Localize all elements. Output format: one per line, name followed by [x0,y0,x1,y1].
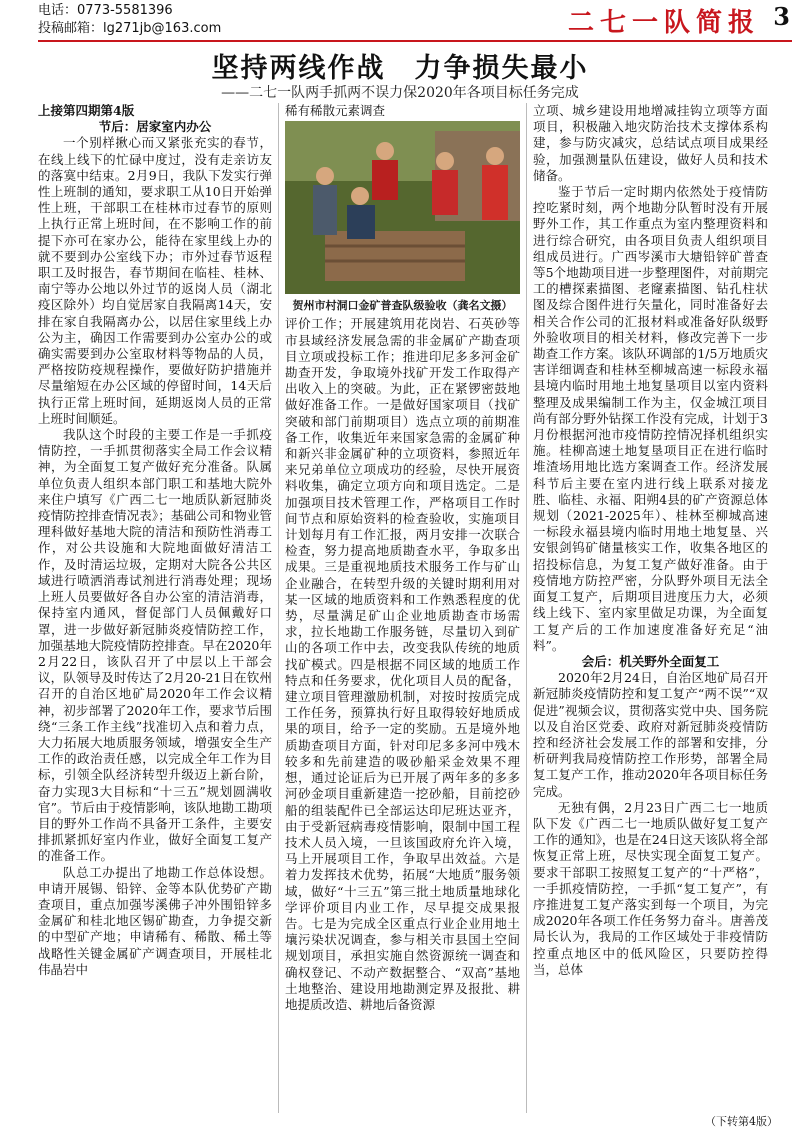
newsletter-brand: 二七一队简报 [567,8,760,38]
paragraph: 队总工办提出了地勘工作总体设想。申请开展锡、铅锌、金等本队优势矿产勘查项目，重点加强岑溪佛子冲外围铅锌多金属矿和桂北地区锡矿勘查，力争提交新的中型矿产地；申请稀有、稀散、稀土等战略性关键金属矿产调查项目，开展桂北伟晶岩中 [38,864,272,977]
photo-caption: 贺州市村洞口金矿普查队级验收（龚名文摄） [292,299,513,313]
headline: 坚持两线作战 力争损失最小 [211,53,589,84]
paragraph: 2020年2月24日，自治区地矿局召开新冠肺炎疫情防控和复工复产“两不误”“双促进”视频会议，贯彻落实党中央、国务院以及自治区党委、政府对新冠肺炎疫情防控和经济社会发展工作的部署和安排，分析研判我局疫情防控工作形势，部署全局复工复产工作，推动2020年各项目标任务完成。 [533,670,768,799]
section-title-resume-work: 会后：机关野外全面复工 [581,653,720,669]
section-title-office: 节后：居家室内办公 [98,119,212,135]
paragraph: 无独有偶，2月23日广西二七一地质队下发《广西二七一地质队做好复工复产工作的通知》，也是在24日这天该队将全部恢复正常上班，尽快实现全面复工复产。要求干部职工按照复工复产的“十严格”，一手抓疫情防控，一手抓“复工复产”，有序推进复工复产落实到每一个项目，为完成2020年各项工作任务努力奋斗。唐善茂局长认为，我局的工作区域处于非疫情防控重点地区中的低风险区，只要防控得当，总体 [533,799,768,977]
column-3 [533,103,768,1115]
paragraph: 我队这个时段的主要工作是一手抓疫情防控，一手抓贯彻落实全局工作会议精神，为全面复工复产做好充分准备。队属单位负责人组织本部门职工和基地大院外来住户填写《广西二七一地质队新冠肺炎疫情防控排查情况表》；基础公司和物业管理科做好基地大院的清洁和预防性消毒工作，对公共设施和大院地面做好清洁工作，及时清运垃圾，定期对大院各公共区域进行喷洒消毒试剂进行消毒处理；现场上班人员要做好各自办公室的清洁消毒，保持室内通风，督促部门人员佩戴好口罩，进一步做好新冠肺炎疫情防控工作，加强基地大院疫情防控排查。早在2020年2月22日，该队召开了中层以上干部会议，队领导及时传达了2月20-21日在钦州召开的自治区地矿局2020年工作会议精神，初步部署了2020年工作，要求节后围绕“三条工作主线”找准切入点和着力点，大力拓展大地质服务领域，增强安全生产工作的政治责任感，以完成全年工作为目标，引领全队经济转型升级迈上新台阶，奋力实现3大目标和“十三五”规划圆满收官”。节后由于疫情影响，该队地勘工勘项目的野外工作尚不具备开工条件，主要安排抓紧抓好室内作业，做好全面复工复产的准备工作。 [38,427,272,864]
continued-from-note: 上接第四期第4版 [38,103,135,118]
column-divider [278,103,279,1113]
paragraph: 评价工作；开展建筑用花岗岩、石英砂等市县域经济发展急需的非金属矿产勘查项目立项或投标工作；推进印尼多多河金矿勘查开发，争取境外找矿开发工作取得产出收入上的突破。为此，正在紧锣密鼓地做好准备工作。一是做好国家项目（找矿突破和部门前期项目）选点立项的前期准备工作，收集近年来国家急需的金属矿种和新兴非金属矿种的立项资料，参照近年来兄弟单位立项成功的经验，尽快开展资料收集，确定立项方向和项目选定。二是加强项目技术管理工作，严格项目工作时间节点和原始资料的检查验收，实施项目计划每月有工作汇报，两月安排一次联合检查，努力提高地质勘查水平，争取多出成果。三是重视地质技术服务工作与矿山企业融合，在转型升级的关键时期利用对某一区域的地质资料和工作熟悉程度的优势，尽量满足矿山企业地质勘查市场需求，拉长地勘工作服务链，尽量切入到矿山的各项工作中去，改变我队传统的地质找矿模式。四是根据不同区域的地质工作特点和任务要求，优化项目人员的配备，建立项目管理激励机制，对按时按质完成工作任务，预算执行好且取得较好地质成果的项目，给予一定的奖励。五是境外地质勘查项目方面，针对印尼多多河中残木较多和先前建造的吸砂船采金效果不理想，通过论证后为已开展了两年多的多多河砂金项目重新建造一挖砂船，目前挖砂船的组装配件已全部运达印尼班达亚齐，由于受新冠病毒疫情影响，限制中国工程技术人员入境，一旦该国政府允许入境，马上开展项目工作，争取早出效益。六是着力发挥技术优势，拓展“大地质”服务领域，做好“十三五”第三批土地质量地球化学评价项目内业工作，尽早提交成果报告。七是为完成全区重点行业企业用地土壤污染状况调查，参与相关市县国土空间规划项目，承担实施自然资源统一调查和确权登记、不动产数据整合、“双高”基地土地整治、建设用地勘测定界及报批、耕地提质改造、耕地后备资源 [285,316,520,1012]
continued-to-note: （下转第4版） [705,1115,778,1128]
masthead [0,0,800,44]
paragraph: 鉴于节后一定时期内依然处于疫情防控吃紧时刻，两个地勘分队暂时没有开展野外工作，其工作重点为室内整理资料和进行综合研究，由各项目负责人组织项目组成员进行。广西岑溪市大塘铅锌矿普查等5个地勘项目进一步整理图件，对前期完工的槽探素描图、老窿素描图、钻孔柱状图及综合图件进行矢量化，同时准备好去相关合作公司的汇报材料或准备好队级野外验收项目的相关材料，修改完善下一步勘查工作方案。该队环调部的1/5万地质灾害详细调查和桂林至柳城高速一标段永福县境内临时用地土地复垦项目以室内资料整理及成果编制工作为主，仅金城江项目尚有部分野外钻探工作没有完成，计划于3月份根据河池市疫情防控情况择机组织实施。桂柳高速土地复垦项目正在进行临时堆渣场用地比选方案调查工作。经济发展科节后主要在室内进行线上联系对接龙胜、临桂、永福、阳朔4县的矿产资源总体规划（2021-2025年）、桂林至柳城高速一标段永福县境内临时用地土地复垦、兴安银剑钨矿储量核实工作，收集各地区的招投标信息，为复工复产做好准备。由于疫情地方防控严密，分队野外项目无法全面复工复产，后期项目进度压力大，必须线上线下、室内家里做足功课，为全面复工复产后的工作加速度准备好充足“油料”。 [533,184,768,653]
column-2 [285,103,520,1115]
field-photo [285,121,520,294]
masthead-rule [38,40,792,42]
page-number: 3 [773,2,790,31]
column-1 [38,103,272,1115]
phone-line: 电话：0773-5581396 [38,3,173,18]
column-2-lead: 稀有稀散元素调查 [285,103,386,118]
paragraph: 立项、城乡建设用地增减挂钩立项等方面项目，积极融入地灾防治技术支撑体系构建，参与防灾减灾，总结试点项目成果经验，加强测量队伍建设，做好人员和技术储备。 [533,103,768,183]
paragraph: 一个别样揪心而又紧张充实的春节，在线上线下的忙碌中度过，没有走亲访友的落寞中结束。2月9日，我队下发实行弹性上班制的通知，要求职工从10日开始弹性上班，干部职工在桂林市过春节的原则上执行正常上班时间，在不影响工作的前提下亦可在家办公，能待在家里线上办的就不要到办公室线下办；市外过春节返程职工及时报告，春节期间在临桂、桂林、南宁等办公地以外过节的返岗人员（湖北疫区除外）均自觉居家自我隔离14天，安排在家自我隔离办公，以居住家里线上办公为主，确因工作需要到办公室办公的或确实需要到办公室取材料等物品的人员，严格按防疫规程操作，要做好防护措施并尽量缩短在办公区域的停留时间，14天后执行正常上班时间，延期返岗人员的正常上班时间顺延。 [38,135,272,426]
field-photo-illustration [285,121,520,294]
email-line: 投稿邮箱：lg271jb@163.com [38,21,222,36]
subheadline: ——二七一队两手抓两不误力保2020年各项目标任务完成 [221,85,579,101]
column-divider [526,103,527,1113]
contact-info [38,2,221,38]
